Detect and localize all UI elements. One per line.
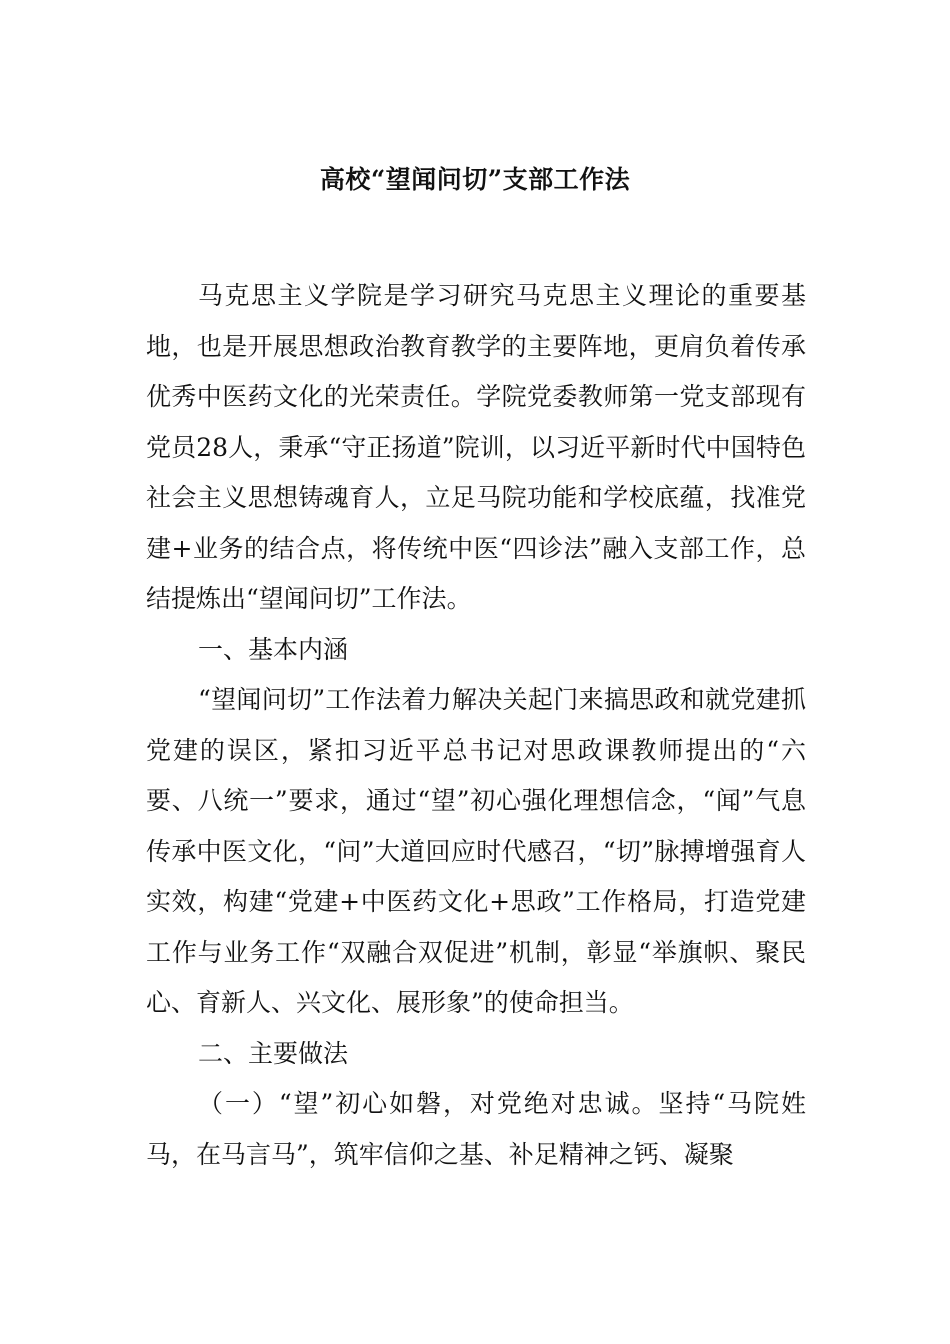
heading-main-practices: 二、主要做法 [198,1038,349,1068]
document-title: 高校“望闻问切”支部工作法 [319,165,631,194]
paragraph-basic-connotation: “望闻问切”工作法着力解决关起门来搞思政和就党建抓党建的误区，紧扣习近平总书记对思政课教师提出的“六要、八统一”要求，通过“望”初心强化理想信念，“闻”气息传承中医文化，“问”大道回应时代感召，“切”脉搏增强育人实效，构建“党建+中医药文化+思政”工作格局，打造党建工作与业务工作“双融合双促进”机制，彰显“举旗帜、聚民心、育新人、兴文化、展形象”的使命担当。 [146,685,806,1017]
document-body [146,271,806,1180]
paragraph-practice-one: （一）“望”初心如磐，对党绝对忠诚。坚持“马院姓马，在马言马”，筑牢信仰之基、补足精神之钙、凝聚 [146,1089,806,1169]
heading-basic-connotation: 一、基本内涵 [198,634,349,664]
paragraph-intro: 马克思主义学院是学习研究马克思主义理论的重要基地，也是开展思想政治教育教学的主要阵地，更肩负着传承优秀中医药文化的光荣责任。学院党委教师第一党支部现有党员28人，秉承“守正扬道”院训，以习近平新时代中国特色社会主义思想铸魂育人，立足马院功能和学校底蕴，找准党建+业务的结合点，将传统中医“四诊法”融入支部工作，总结提炼出“望闻问切”工作法。 [146,281,806,613]
